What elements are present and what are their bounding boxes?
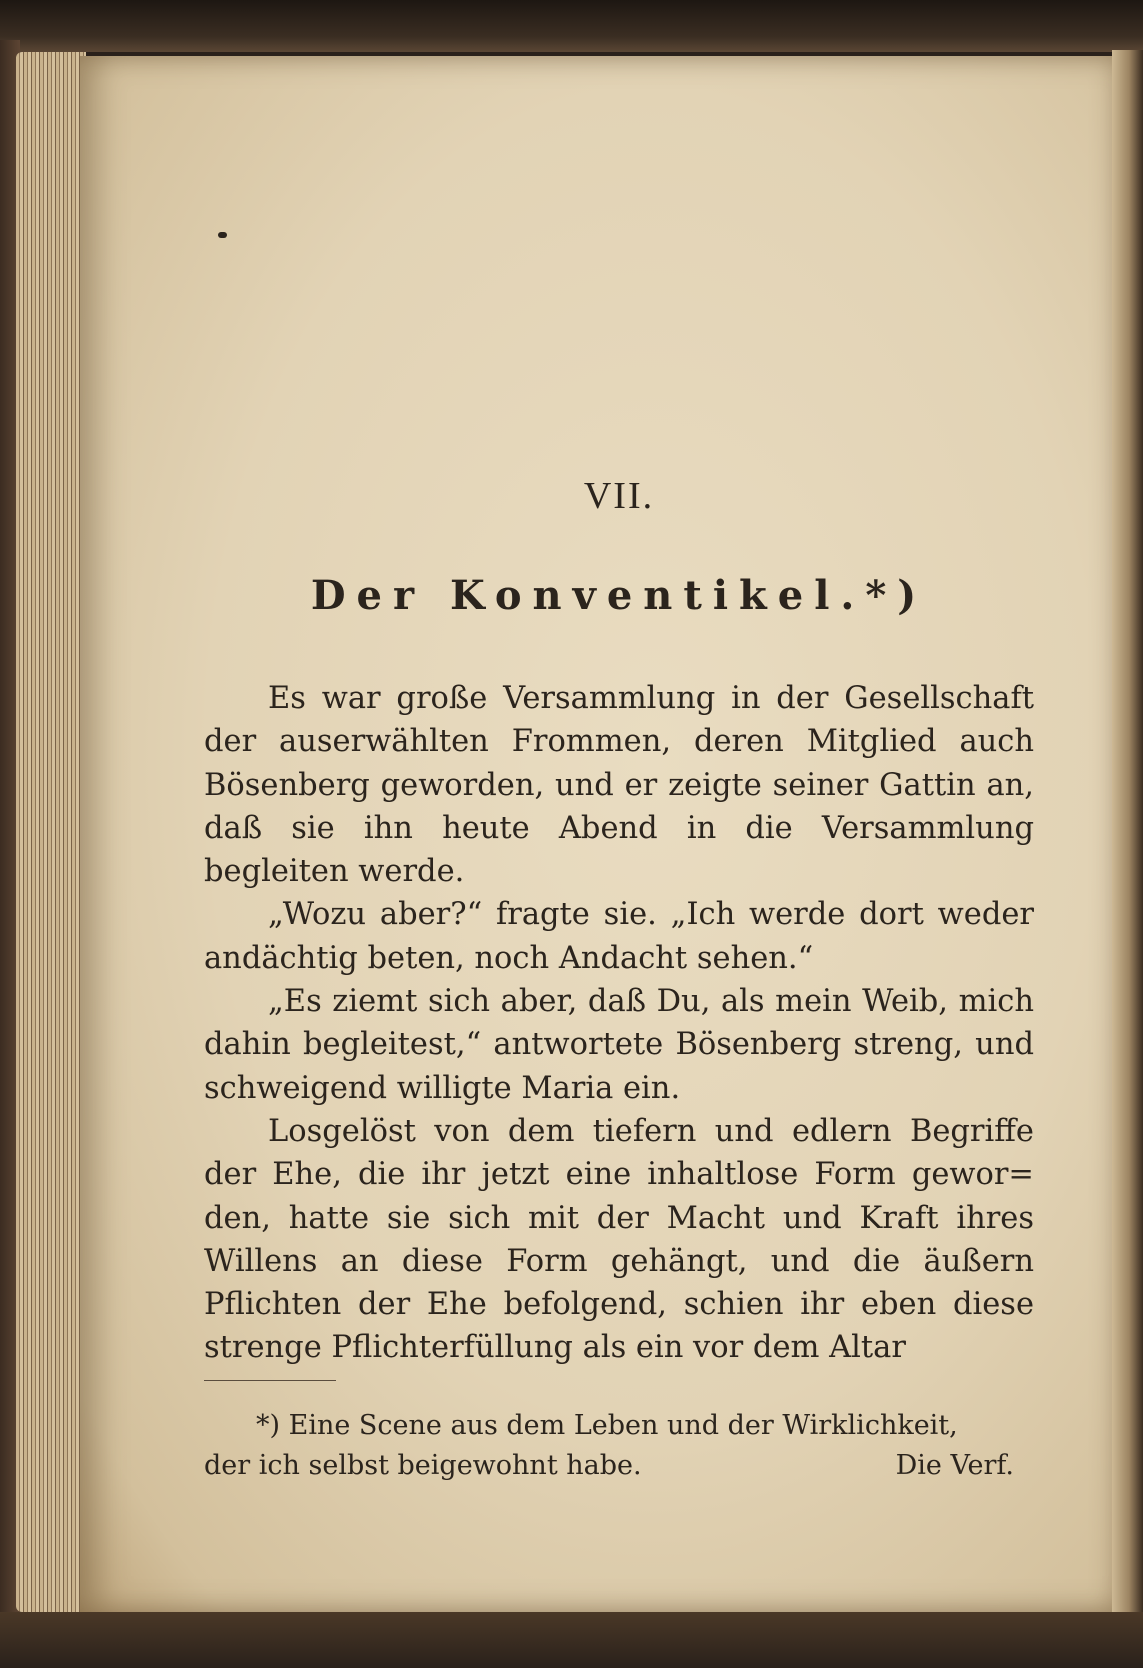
footnote-line: der ich selbst beigewohnt habe. — [204, 1450, 642, 1481]
chapter-title: Der Konventikel.*) — [310, 572, 928, 619]
paragraph: Es war große Versammlung in der Gesellschaft der auserwählten Frommen, deren Mitglied auch Bösenberg geworden, und er zeigte seiner Gattin an, daß sie ihn heute Abend in die Versammlung begleiten werde. — [204, 681, 1034, 890]
book-bottom-edge — [0, 1612, 1143, 1668]
book-top-edge — [0, 0, 1143, 52]
chapter-number: VII. — [583, 475, 655, 517]
ink-mark — [218, 232, 227, 238]
paragraph: Losgelöst von dem tiefern und edlern Begriffe der Ehe, die ihr jetzt eine inhaltlose Form gewor= den, hatte sie sich mit der Macht und Kraft ihres Willens an diese Form gehängt, und die äußern Pflichten der Ehe befolgend, schien ihr eben diese strenge Pflichterfüllung als ein vor dem Altar — [204, 1113, 1034, 1366]
body-text — [204, 677, 1034, 1370]
paragraph: „Wozu aber?“ fragte sie. „Ich werde dort weder andächtig beten, noch Andacht sehen.“ — [204, 897, 1034, 976]
book-page — [80, 56, 1120, 1612]
footnote-divider — [204, 1380, 336, 1381]
footnote-signature: Die Verf. — [895, 1450, 1014, 1481]
footnote-last-line — [204, 1446, 1034, 1486]
page-gutter — [1112, 50, 1143, 1630]
footnote-line: *) Eine Scene aus dem Leben und der Wirklichkeit, — [256, 1410, 958, 1441]
page-stack-edge — [16, 52, 86, 1612]
footnote — [204, 1406, 1034, 1486]
paragraph: „Es ziemt sich aber, daß Du, als mein Weib, mich dahin begleitest,“ antwortete Bösenberg streng, und schweigend willigte Maria ein. — [204, 984, 1034, 1106]
